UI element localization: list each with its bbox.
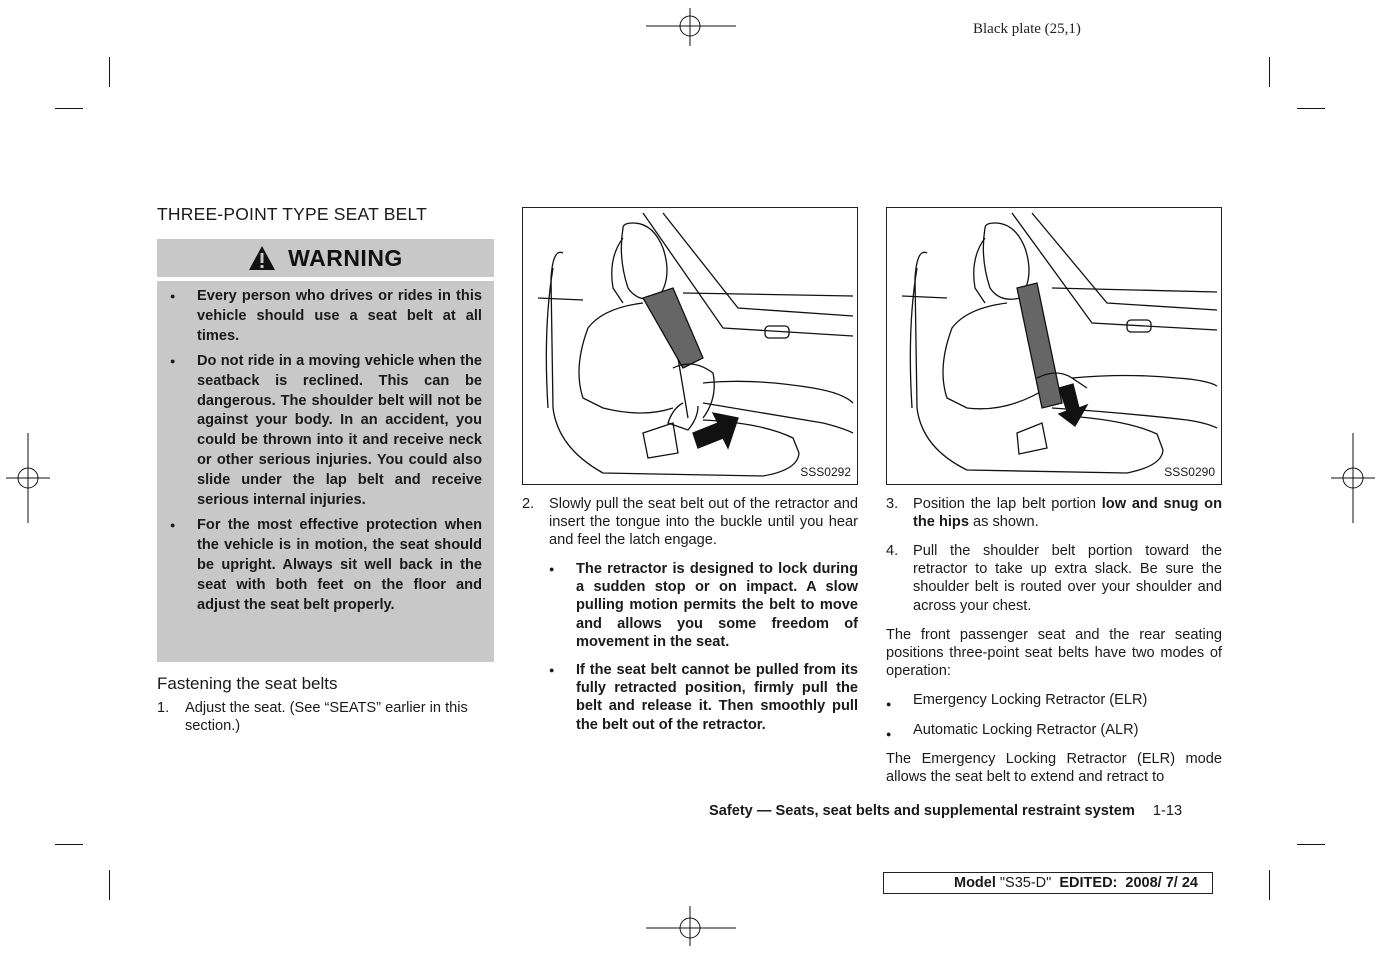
figure-label: SSS0292: [800, 465, 851, 479]
warning-item: ● For the most effective protection when the vehicle is in motion, the seat should be upright. Always sit well back in the seat with both feet on the floor and adjust the seat belt properly.: [169, 516, 482, 616]
note-text: The retractor is designed to lock during a sudden stop or on impact. A slow pulling motion permits the belt to move and allows you some freedom of movement in the seat.: [576, 561, 858, 650]
step-text: [886, 495, 1222, 531]
fastening-heading: Fastening the seat belts: [157, 674, 338, 693]
model-code: "S35-D": [999, 875, 1052, 891]
step-text-part: Position the lap belt portion: [913, 496, 1102, 512]
bullet-icon: ●: [549, 665, 555, 675]
warning-item: ● Do not ride in a moving vehicle when the seatback is reclined. This can be dangerous. The shoulder belt will not be against your body. In an accident, you could be thrown into it and receive neck or other serious injuries. You could also slide under the lap belt and receive serious internal injuries.: [169, 352, 482, 511]
registration-mark-right: [1331, 433, 1375, 523]
page-footer: [709, 803, 1182, 819]
step-text-emphasis: low and snug on the hips: [913, 496, 1222, 531]
model-box: [883, 872, 1213, 894]
section-title: THREE-POINT TYPE SEAT BELT: [157, 204, 428, 224]
figure-seat-belt-pull: [522, 207, 858, 485]
figure-label: SSS0290: [1164, 465, 1215, 479]
page-number: 1-13: [1152, 803, 1183, 819]
figure-seat-belt-position: [886, 207, 1222, 485]
crop-mark: [109, 870, 110, 900]
warning-item: ● Every person who drives or rides in this vehicle should use a seat belt at all times.: [169, 287, 482, 347]
mode-alr: [886, 721, 1222, 739]
bullet-icon: ●: [886, 699, 892, 709]
bullet-icon: ●: [549, 564, 555, 574]
step-text: Pull the shoulder belt portion toward the retractor to take up extra slack. Be sure the shoulder belt is routed over your shoulder and across your chest.: [913, 543, 1222, 614]
warning-body: [157, 281, 494, 662]
step-number: 4.: [886, 543, 899, 559]
crop-mark: [109, 57, 110, 87]
step-4: [886, 542, 1222, 615]
elr-description: The Emergency Locking Retractor (ELR) mode allows the seat belt to extend and retract to: [886, 751, 1222, 786]
warning-title: WARNING: [288, 244, 403, 271]
mode-elr: [886, 691, 1222, 709]
plate-label: Black plate (25,1): [973, 21, 1081, 37]
step-text: Adjust the seat. (See “SEATS” earlier in this section.): [185, 700, 468, 735]
crop-mark: [55, 844, 83, 845]
crop-mark: [1269, 870, 1270, 900]
crop-mark: [1297, 844, 1325, 845]
retractor-note: [549, 560, 858, 651]
edited-date: EDITED: 2008/ 7/ 24: [1051, 875, 1198, 891]
note-text: If the seat belt cannot be pulled from its fully retracted position, firmly pull the belt and release it. Then smoothly pull the belt out of the retractor.: [576, 662, 858, 733]
step-2: [522, 495, 858, 550]
modes-intro: The front passenger seat and the rear seating positions three-point seat belts have two modes of operation:: [886, 627, 1222, 680]
step-text: Slowly pull the seat belt out of the retractor and insert the tongue into the buckle until you hear and feel the latch engage.: [549, 496, 858, 549]
step-1: [157, 699, 494, 735]
bullet-icon: ●: [886, 729, 892, 739]
seat-belt-illustration-2: [887, 208, 1221, 484]
footer-section: Safety — Seats, seat belts and supplemental restraint system: [709, 803, 1135, 819]
registration-mark-top: [646, 6, 736, 46]
pull-note: [549, 661, 858, 734]
mode-text: Automatic Locking Retractor (ALR): [913, 722, 1139, 738]
step-number: 2.: [522, 496, 535, 512]
registration-mark-left: [6, 433, 50, 523]
step-3: [886, 495, 1222, 531]
crop-mark: [55, 108, 83, 109]
mode-text: Emergency Locking Retractor (ELR): [913, 692, 1148, 708]
crop-mark: [1269, 57, 1270, 87]
seat-belt-illustration-1: [523, 208, 857, 484]
warning-header: [157, 239, 494, 277]
step-number: 3.: [886, 496, 899, 512]
step-text-part: as shown.: [968, 514, 1039, 531]
registration-mark-bottom: [646, 906, 736, 950]
warning-triangle-icon: [248, 245, 276, 271]
model-label: Model: [953, 875, 1000, 891]
step-number: 1.: [157, 700, 170, 716]
crop-mark: [1297, 108, 1325, 109]
